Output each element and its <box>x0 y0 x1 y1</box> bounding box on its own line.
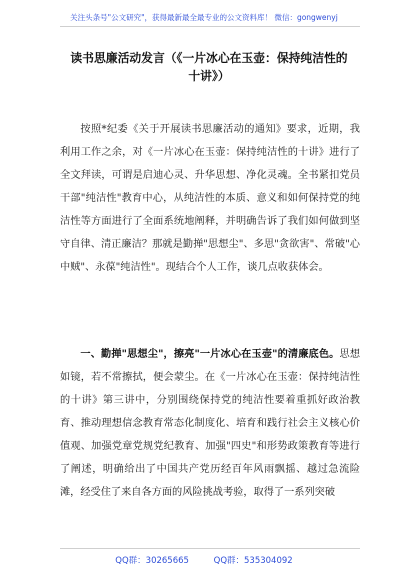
section-one-body: 思想如镜，若不常擦拭，便会蒙尘。在《一片冰心在玉壶：保持纯洁性的十讲》第三讲中，分别围绕保持党的纯洁性要着重抓好政治教育、推动理想信念教育常态化制度化、培育和践行社会主义核心价值观、加强党章党规党纪教育、加强"四史"和形势政策教育等进行了阐述，明确给出了中国共产党历经百年风雨飘摇、越过急流险滩，经受住了来自各方面的风险挑战考验，取得了一系列突破 <box>60 349 361 498</box>
footer-qq-group-2: QQ群：535304092 <box>213 556 293 566</box>
header-promo-note: 关注头条号"公文研究"，获得最新最全最专业的公文资料库！ 微信：gongwenyj <box>70 13 338 22</box>
section-one-heading: 一、勤掸"思想尘"，擦亮"一片冰心在玉壶"的清廉底色。 <box>80 348 340 360</box>
footer-qq-groups <box>0 554 408 566</box>
paragraph-intro: 按照*纪委《关于开展读书思廉活动的通知》要求，近期，我利用工作之余，对《一片冰心在玉壶：保持纯洁性的十讲》进行了全文拜读，可谓是启迪心灵、升华思想、净化灵魂。全书紧扣党员干部"纯洁性"教育中心，从纯洁性的本质、意义和如何保持党的纯洁性等方面进行了全面系统地阐释，并明确告诉了我们如何做到坚守自律、清正廉洁？那就是勤掸"思想尘"、多思"贪欲害"、常破"心中贼"、永葆"纯洁性"。现结合个人工作，谈几点收获体会。 <box>60 124 360 273</box>
footer-divider <box>60 548 360 549</box>
document-title: 读书思廉活动发言（《一片冰心在玉壶：保持纯洁性的十讲》） <box>70 51 348 83</box>
header-divider <box>60 26 360 27</box>
paragraph-section-one <box>60 343 360 504</box>
footer-qq-group-1: QQ群：30265665 <box>115 556 189 566</box>
